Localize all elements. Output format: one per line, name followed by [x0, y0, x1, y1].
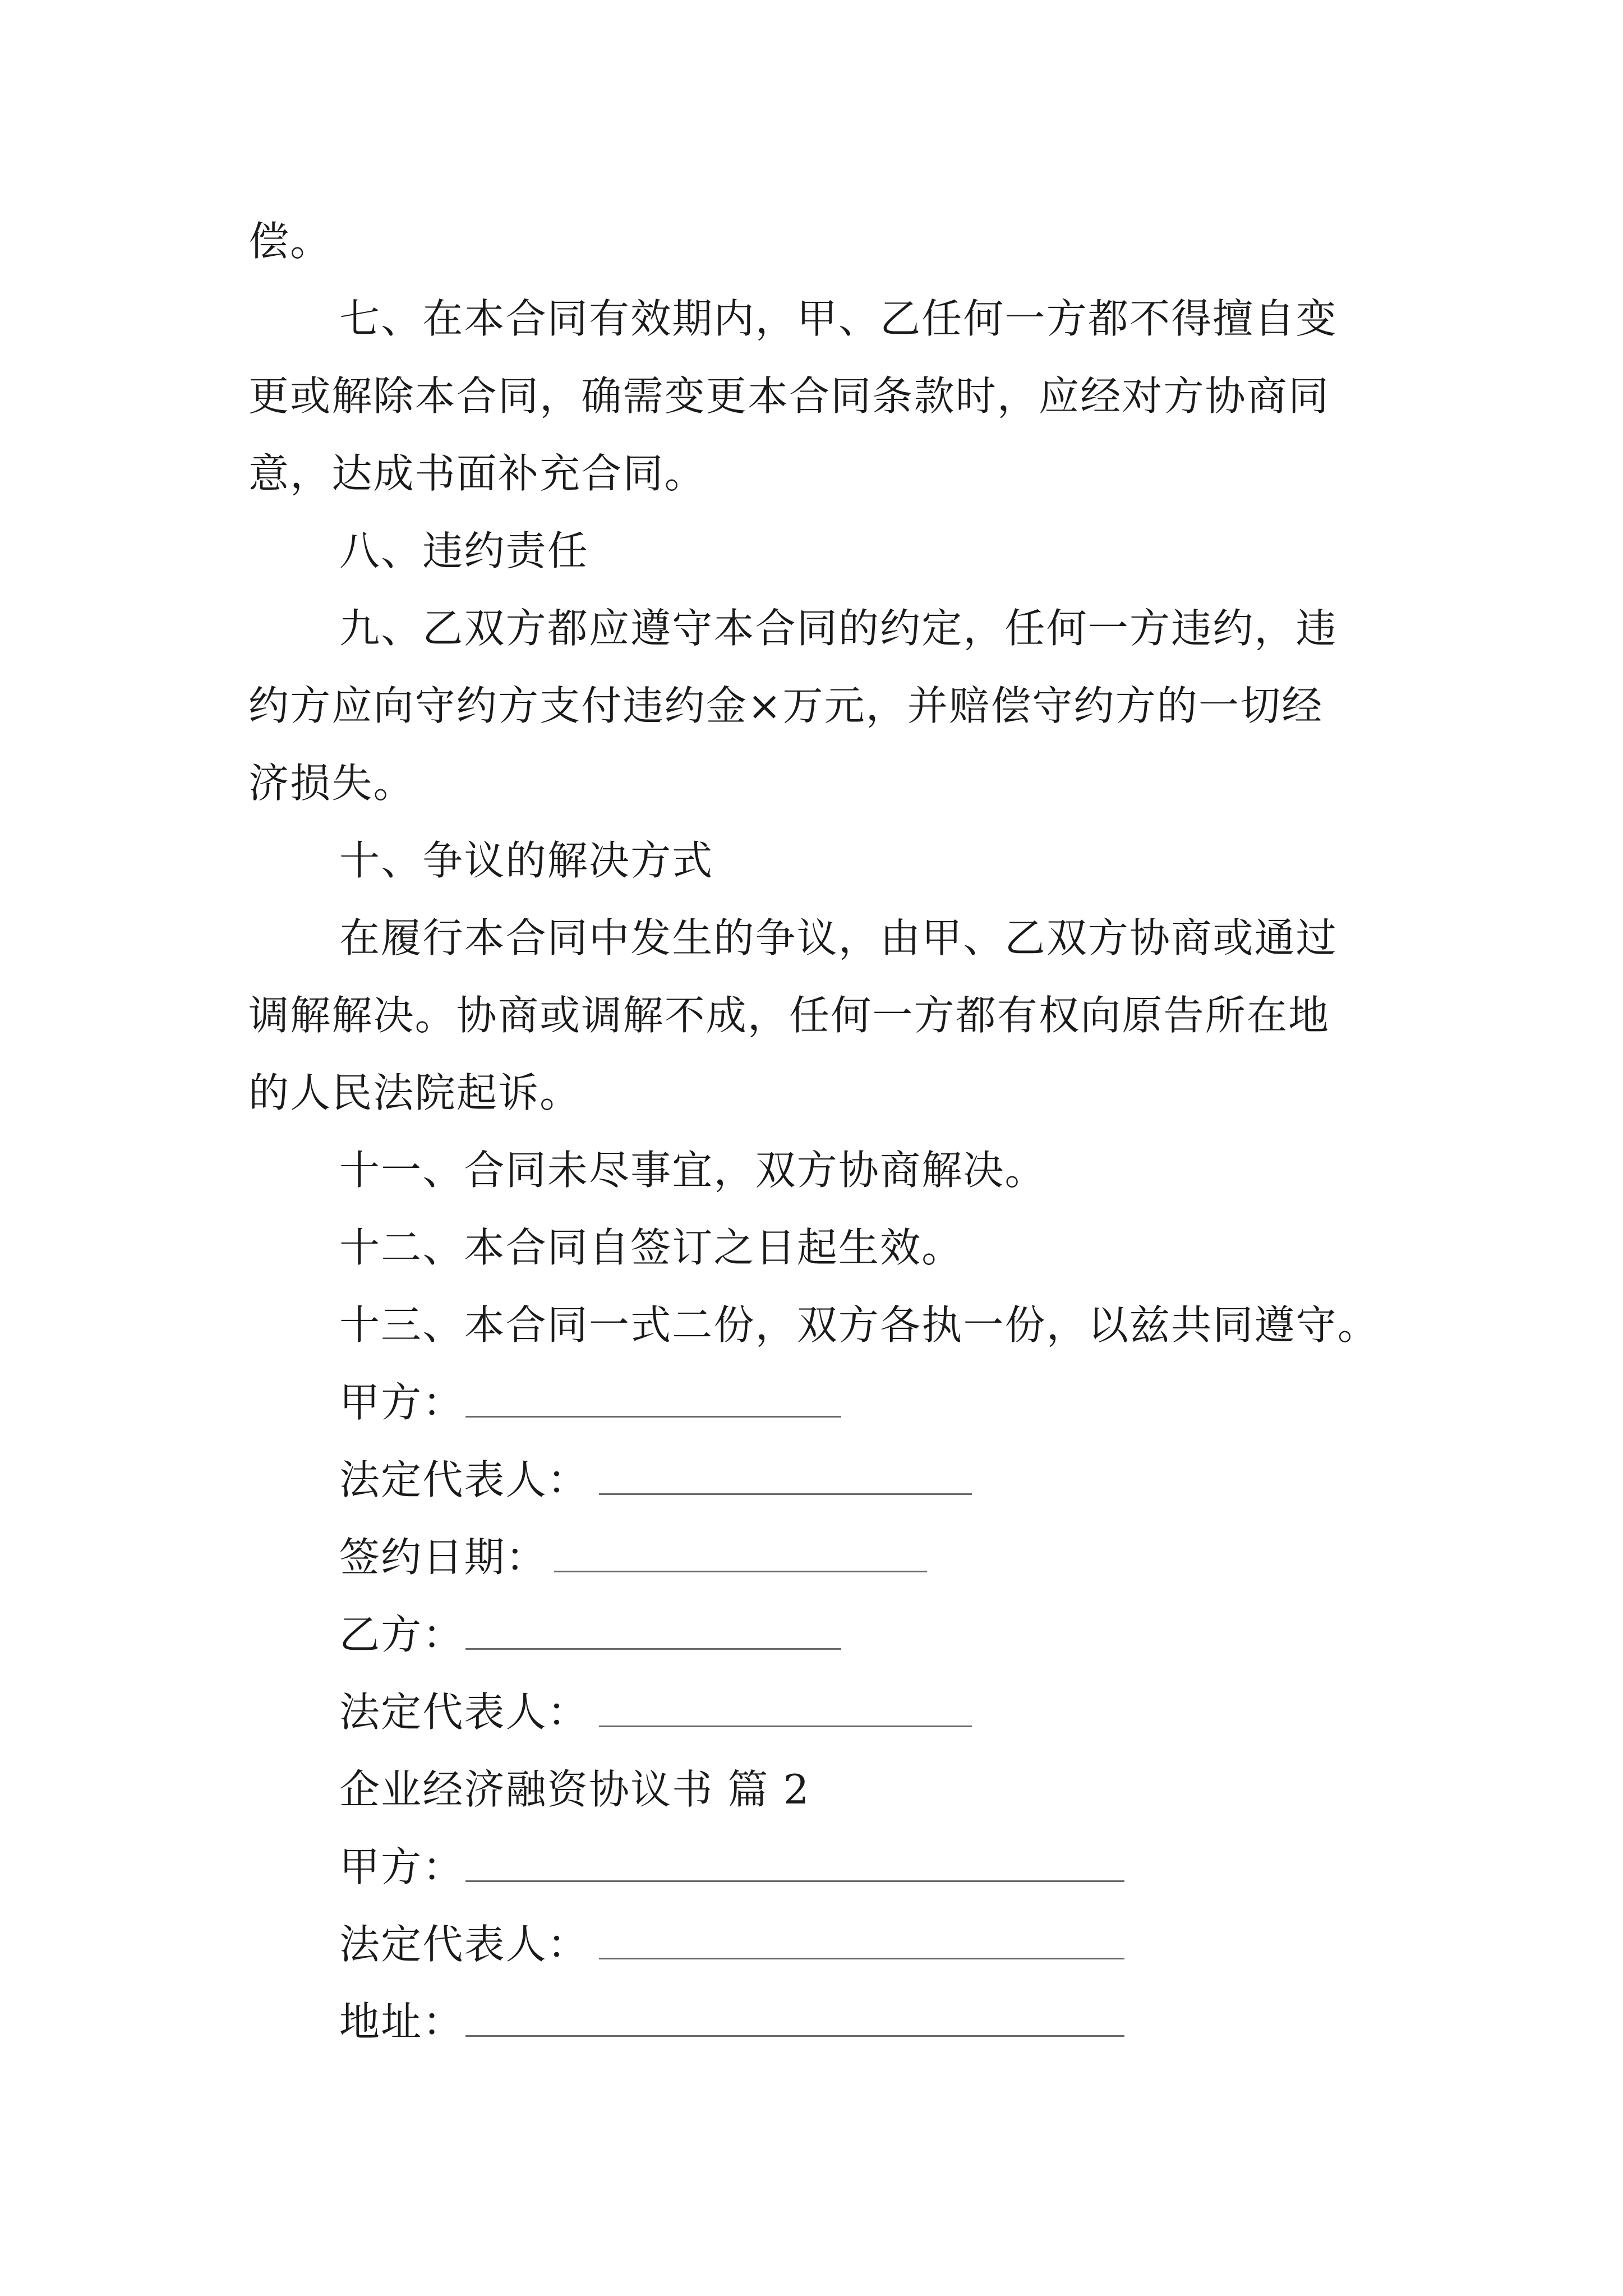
party-b-rep-label: 法定代表人：	[339, 1688, 589, 1736]
dispute-line-2: 调解解决。协商或调解不成，任何一方都有权向原告所在地	[248, 992, 1330, 1039]
dispute-line-3: 的人民法院起诉。	[248, 1069, 582, 1116]
party-a-rep-blank-line	[599, 1493, 972, 1495]
section-2-address-blank-line	[465, 2035, 1124, 2037]
clause-8-heading: 八、违约责任	[339, 527, 589, 574]
section-2-party-a-rep-blank-line	[599, 1958, 1124, 1959]
clause-7-line-1: 七、在本合同有效期内，甲、乙任何一方都不得擅自变	[339, 295, 1338, 342]
party-a-blank-line	[465, 1416, 841, 1418]
section-2-address-label: 地址：	[339, 1998, 464, 2045]
clause-11: 十一、合同未尽事宜，双方协商解决。	[339, 1147, 1046, 1194]
party-b-label: 乙方：	[339, 1611, 464, 1658]
clause-9-line-2: 约方应向守约方支付违约金×万元，并赔偿守约方的一切经	[248, 682, 1324, 729]
sign-date-blank-line	[554, 1571, 927, 1572]
clause-13: 十三、本合同一式二份，双方各执一份，以兹共同遵守。	[339, 1301, 1380, 1349]
sign-date-label: 签约日期：	[339, 1534, 547, 1581]
clause-7-line-2: 更或解除本合同，确需变更本合同条款时，应经对方协商同	[248, 372, 1330, 420]
paragraph-continuation: 偿。	[248, 218, 332, 265]
section-2-title: 企业经济融资协议书 篇 2	[339, 1766, 810, 1813]
clause-9-line-3: 济损失。	[248, 760, 415, 807]
party-b-rep-blank-line	[599, 1726, 972, 1727]
section-2-party-a-rep-label: 法定代表人：	[339, 1921, 589, 1968]
clause-10-heading: 十、争议的解决方式	[339, 837, 714, 884]
section-2-party-a-blank-line	[465, 1880, 1124, 1882]
dispute-line-1: 在履行本合同中发生的争议，由甲、乙双方协商或通过	[339, 914, 1338, 961]
section-2-party-a-label: 甲方：	[339, 1843, 464, 1890]
party-a-rep-label: 法定代表人：	[339, 1456, 589, 1503]
clause-7-line-3: 意，达成书面补充合同。	[248, 450, 706, 497]
clause-12: 十二、本合同自签订之日起生效。	[339, 1224, 963, 1271]
clause-9-line-1: 九、乙双方都应遵守本合同的约定，任何一方违约，违	[339, 605, 1338, 652]
party-a-label: 甲方：	[339, 1379, 464, 1426]
party-b-blank-line	[465, 1648, 841, 1650]
